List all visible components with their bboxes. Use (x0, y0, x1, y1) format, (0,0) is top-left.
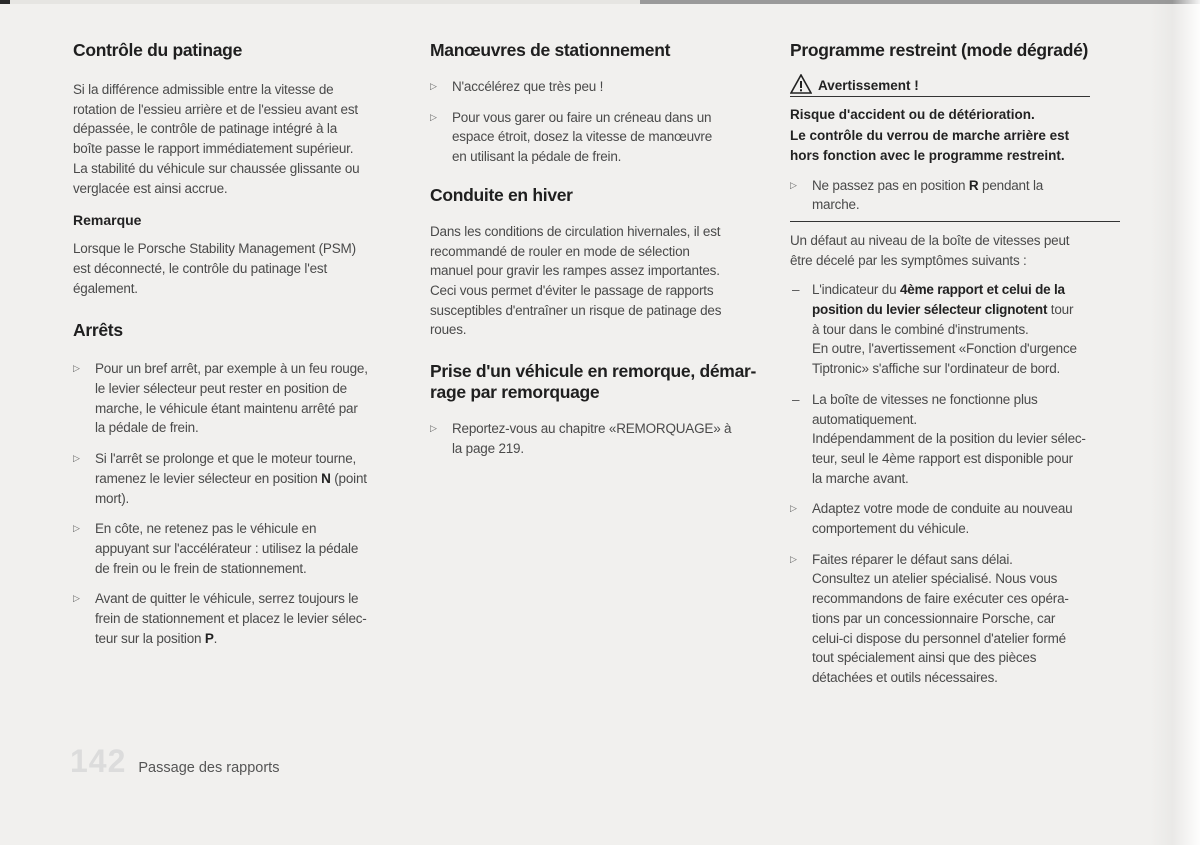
list-arrets (73, 359, 413, 648)
column-1 (73, 40, 413, 648)
page-footer (70, 743, 279, 780)
paragraph-remarque: Lorsque le Porsche Stability Management (PSM) est déconnecté, le contrôle du patinage l'est également. (73, 241, 356, 296)
page-binding-shadow (1150, 0, 1200, 845)
warning-triangle-icon (790, 74, 812, 94)
list-manoeuvres (430, 77, 770, 167)
list-warning (790, 176, 1130, 215)
list-remorquage (430, 419, 770, 458)
bullet-arret-prolonge: ▷ Si l'arrêt se prolonge et que le moteur tourne, ramenez le levier sélecteur en position N (point mort). (73, 449, 413, 508)
section-label: Passage des rapports (138, 760, 280, 776)
bullet-ne-passez-pas-r: ▷ Ne passez pas en position R pendant la marche. (790, 176, 1130, 215)
bullet-quitter-vehicule: ▷ Avant de quitter le véhicule, serrez toujours le frein de stationnement et placez le levier sélec- teur sur la position P. (73, 589, 413, 648)
bullet-adaptez-conduite: ▷ Adaptez votre mode de conduite au nouveau comportement du véhicule. (790, 499, 1130, 538)
bullet-garer-creneau: ▷ Pour vous garer ou faire un créneau dans un espace étroit, dosez la vitesse de manœuvre en utilisant la pédale de frein. (430, 108, 770, 167)
bullet-reportez-chapitre: ▷ Reportez-vous au chapitre «REMORQUAGE» à la page 219. (430, 419, 770, 458)
paragraph-conduite-hiver: Dans les conditions de circulation hivernales, il est recommandé de rouler en mode de sélection manuel pour gravir les rampes assez importantes. Ceci vous permet d'éviter le passage de rapports susceptibles d'entraîner un risque de patinage des roues. (430, 223, 722, 338)
dash-boite-ne-fonctionne-plus: – La boîte de vitesses ne fonctionne plus automatiquement. Indépendamment de la position du levier sélec- teur, seul le 4ème rapport est disponible pour la marche avant. (790, 390, 1130, 489)
heading-remorquage: Prise d'un véhicule en remorque, démar- rage par remorquage (430, 361, 757, 403)
bullet-accelerez-peu: ▷ N'accélérez que très peu ! (430, 77, 770, 97)
list-actions (790, 499, 1130, 687)
paragraph-controle-patinage: Si la différence admissible entre la vitesse de rotation de l'essieu arrière et de l'essieu avant est dépassée, le contrôle de patinage intégré à la boîte passe le rapport immédiatement supérieur. La stabilité du véhicule sur chaussée glissante ou verglacée est ainsi accrue. (73, 82, 360, 196)
paragraph-defaut-intro: Un défaut au niveau de la boîte de vitesses peut être décelé par les symptômes suivants : (790, 232, 1070, 268)
bullet-arret-cote: ▷ En côte, ne retenez pas le véhicule en appuyant sur l'accélérateur : utilisez la pédale de frein ou le frein de stationnement. (73, 519, 413, 578)
column-2 (430, 40, 770, 458)
bullet-arret-bref: ▷ Pour un bref arrêt, par exemple à un feu rouge, le levier sélecteur peut rester en position de marche, le véhicule étant maintenu arrêté par la pédale de frein. (73, 359, 413, 438)
warning-text: Risque d'accident ou de détérioration. Le contrôle du verrou de marche arrière est hors fonction avec le programme restreint. (790, 107, 1070, 163)
dash-indicateur-clignotent: – L'indicateur du 4ème rapport et celui de la position du levier sélecteur clignotent tour à tour dans le combiné d'instruments. En outre, l'avertissement «Fonction d'urgence Tiptronic» s'affiche sur l'ordinateur de bord. (790, 280, 1130, 379)
heading-arrets: Arrêts (73, 320, 123, 341)
bullet-faites-reparer: ▷ Faites réparer le défaut sans délai. Consultez un atelier spécialisé. Nous vous recommandons de faire exécuter ces opéra- tions par un concessionnaire Porsche, car celui-ci dispose du personnel d'atelier formé tout spécialement ainsi que des pièces détachées et outils nécessaires. (790, 550, 1130, 688)
heading-conduite-hiver: Conduite en hiver (430, 184, 573, 205)
heading-controle-patinage: Contrôle du patinage (73, 40, 243, 60)
warning-rule (790, 221, 1120, 222)
top-edge (0, 0, 1200, 4)
column-3 (790, 40, 1130, 688)
warning-header (790, 74, 1090, 97)
page-number: 142 (70, 743, 127, 779)
heading-remarque: Remarque (73, 212, 142, 229)
heading-programme-restreint: Programme restreint (mode dégradé) (790, 40, 1089, 60)
warning-title: Avertissement ! (818, 78, 919, 93)
list-symptomes (790, 280, 1130, 488)
heading-manoeuvres: Manœuvres de stationnement (430, 40, 671, 60)
